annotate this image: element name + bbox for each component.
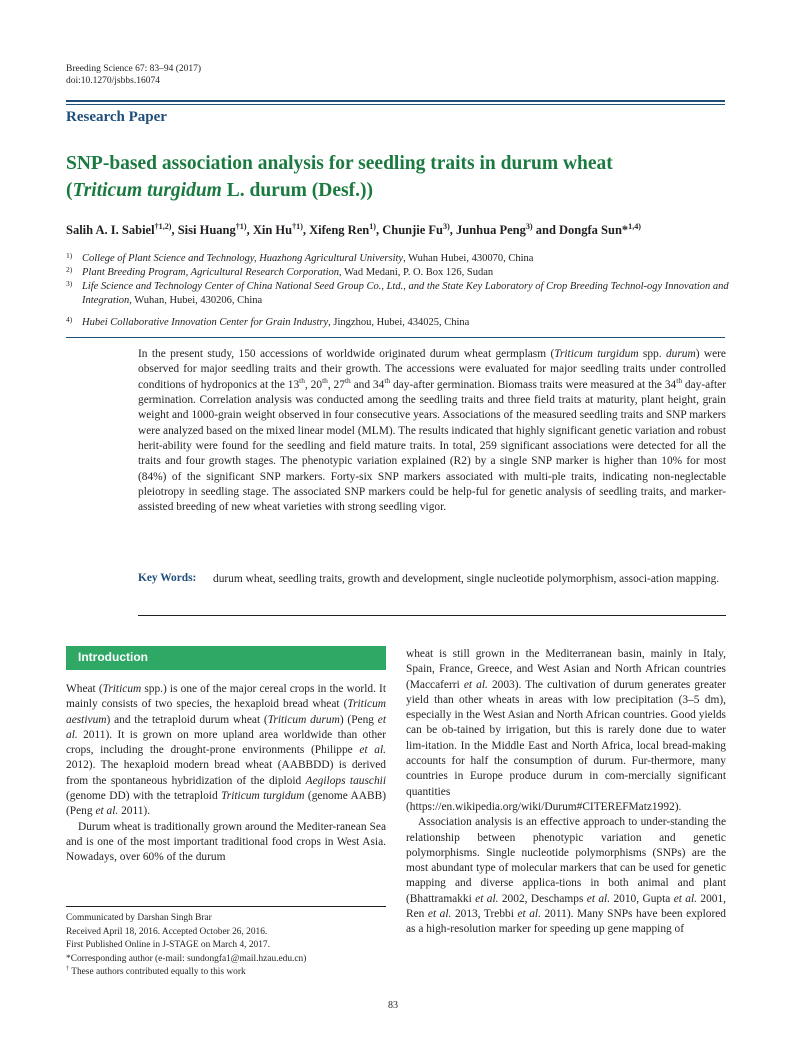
title-line-1: SNP-based association analysis for seedling traits in durum wheat — [66, 153, 613, 174]
footnotes — [66, 912, 396, 980]
author: Xin Hu$^{\dagger 1)}$, — [252, 221, 310, 237]
paragraph: wheat is still grown in the Mediterranean basin, mainly in Italy, Spain, France, Greece, and West Asian and North African countries (Maccaferri et al. 2003). The cultivation of durum generates greater yield than other wheats in areas with low precipitation (3–5 dm), especially in the West Asian and North African countries. Good yields can be ob-tained by irrigation, but this is rarely done due to water lim-itation. In the Middle East and North Africa, local bread-making accounts for half the consumption of durum. Fur-thermore, many countries in Europe produce durum in com-mercially significant quantities (https://en.wikipedia.org/wiki/Durum#CITEREFMatz1992). — [406, 648, 727, 813]
journal-citation: Breeding Science 67: 83–94 (2017) — [66, 64, 202, 74]
affiliation-2: 2) Plant Breeding Program, Agricultural Research Corporation, Wad Medani, P. O. Box 126, Sudan — [66, 265, 494, 278]
author: Junhua Peng$^{3)}$ and — [456, 221, 560, 237]
introduction-heading: Introduction — [78, 650, 148, 664]
affiliation-3: 3) Life Science and Technology Center of China National Seed Group Co., Ltd., and the State Key Laboratory of Crop Breeding Technol-ogy Innovation and Integration, Wuhan, Hubei, 430206, China — [66, 279, 729, 306]
article-title — [66, 150, 726, 204]
affiliation-4: 4) Hubei Collaborative Innovation Center for Grain Industry, Jingzhou, Hubei, 434025, China — [66, 315, 470, 328]
affiliation-rule — [66, 337, 725, 338]
paragraph: Association analysis is an effective approach to under-standing the relationship between phenotypic variation and genetic polymorphisms. Single nucleotide polymorphisms (SNPs) are the most abundant type of molecular markers that can be used for genetic mapping and diverse applica-tions in both animal and plant (Bhattramakki et al. 2002, Deschamps et al. 2010, Gupta et al. 2001, Ren et al. 2013, Trebbi et al. 2011). Many SNPs have been explored as a high-resolution marker for speeding up gene mapping of — [406, 816, 727, 936]
page-number: 83 — [388, 1000, 398, 1011]
title-line-2: (Triticum turgidum L. durum (Desf.)) — [66, 180, 373, 201]
corresponding-author: *Corresponding author (e-mail: sundongfa1@mail.hzau.edu.cn) — [66, 953, 307, 964]
abstract-rule — [138, 615, 726, 616]
affiliation-1: 1) College of Plant Science and Technology, Huazhong Agricultural University, Wuhan Hubei, 430070, China — [66, 251, 534, 264]
author-list — [66, 223, 641, 238]
body-left-column — [66, 682, 386, 866]
author: Xifeng Ren$^{1)}$, — [309, 221, 383, 237]
author: Sisi Huang$^{\dagger 1)}$, — [177, 221, 253, 237]
author: Salih A. I. Sabiel$^{\dagger 1,2)}$, — [66, 221, 178, 237]
communicated-by: Communicated by Darshan Singh Brar — [66, 913, 212, 923]
header-rule-top — [66, 100, 725, 102]
footnote-rule — [66, 906, 386, 907]
received-date: Received April 18, 2016. Accepted October 26, 2016. — [66, 926, 268, 937]
equal-contribution-note: † These authors contributed equally to this work — [66, 965, 246, 977]
published-date: First Published Online in J-STAGE on March 4, 2017. — [66, 940, 270, 950]
abstract: In the present study, 150 accessions of worldwide originated durum wheat germplasm (Triticum turgidum spp. durum) were observed for major seedling traits and their growth. The accessions were evaluated for major seedling traits under controlled conditions of hydroponics at the 13th, 20th, 27th and 34th day-after germination. Biomass traits were measured at the 34th day-after germination. Correlation analysis was conducted among the seedling traits and three field traits at maturity, plant height, grain weight and 1000-grain weight observed in four consecutive years. Associations of the measured seedling traits and SNP markers were analyzed based on the mixed linear model (MLM). The results indicated that highly significant genetic variation and robust herit-ability were found for the seedling and field mature traits. In total, 259 significant associations were detected for all the traits and four growth stages. The phenotypic variation explained (R2) by a single SNP marker is higher than 10% for most (84%) of the significant SNP markers. Forty-six SNP markers associated with multi-ple traits, indicating non-neglectable pleiotropy in seedling stage. The associated SNP markers could be help-ful for genetic analysis of seedling traits, and marker-assisted breeding of new wheat varieties with strong seedling vigor. — [138, 348, 727, 514]
journal-header — [66, 63, 201, 87]
doi-link[interactable]: doi:10.1270/jsbbs.16074 — [66, 76, 160, 86]
keywords-label: Key Words: — [138, 572, 197, 584]
paragraph: Durum wheat is traditionally grown around the Mediter-ranean Sea and is one of the most important traditional food crops in West Asia. Nowadays, over 60% of the durum — [66, 820, 386, 864]
article-type-label: Research Paper — [66, 109, 167, 125]
body-right-column — [406, 647, 726, 938]
author: Chunjie Fu$^{3)}$, — [382, 221, 457, 237]
keywords-text: durum wheat, seedling traits, growth and development, single nucleotide polymorphism, associ-ation mapping. — [213, 573, 720, 585]
author: Dongfa Sun*$^{1,4)}$ — [559, 221, 641, 237]
paragraph: Wheat (Triticum spp.) is one of the major cereal crops in the world. It mainly consists of two species, the hexaploid bread wheat (Triticum aestivum) and the tetraploid durum wheat (Triticum durum) (Peng et al. 2011). It is grown on more upland area worldwide than other crops, including the drought-prone environments (Philippe et al. 2012). The hexaploid modern bread wheat (AABBDD) is derived from the spontaneous hybridization of the diploid Aegilops tauschii (genome DD) with the tetraploid Triticum turgidum (genome AABB) (Peng et al. 2011). — [66, 683, 387, 818]
header-rule-bottom — [66, 104, 725, 105]
